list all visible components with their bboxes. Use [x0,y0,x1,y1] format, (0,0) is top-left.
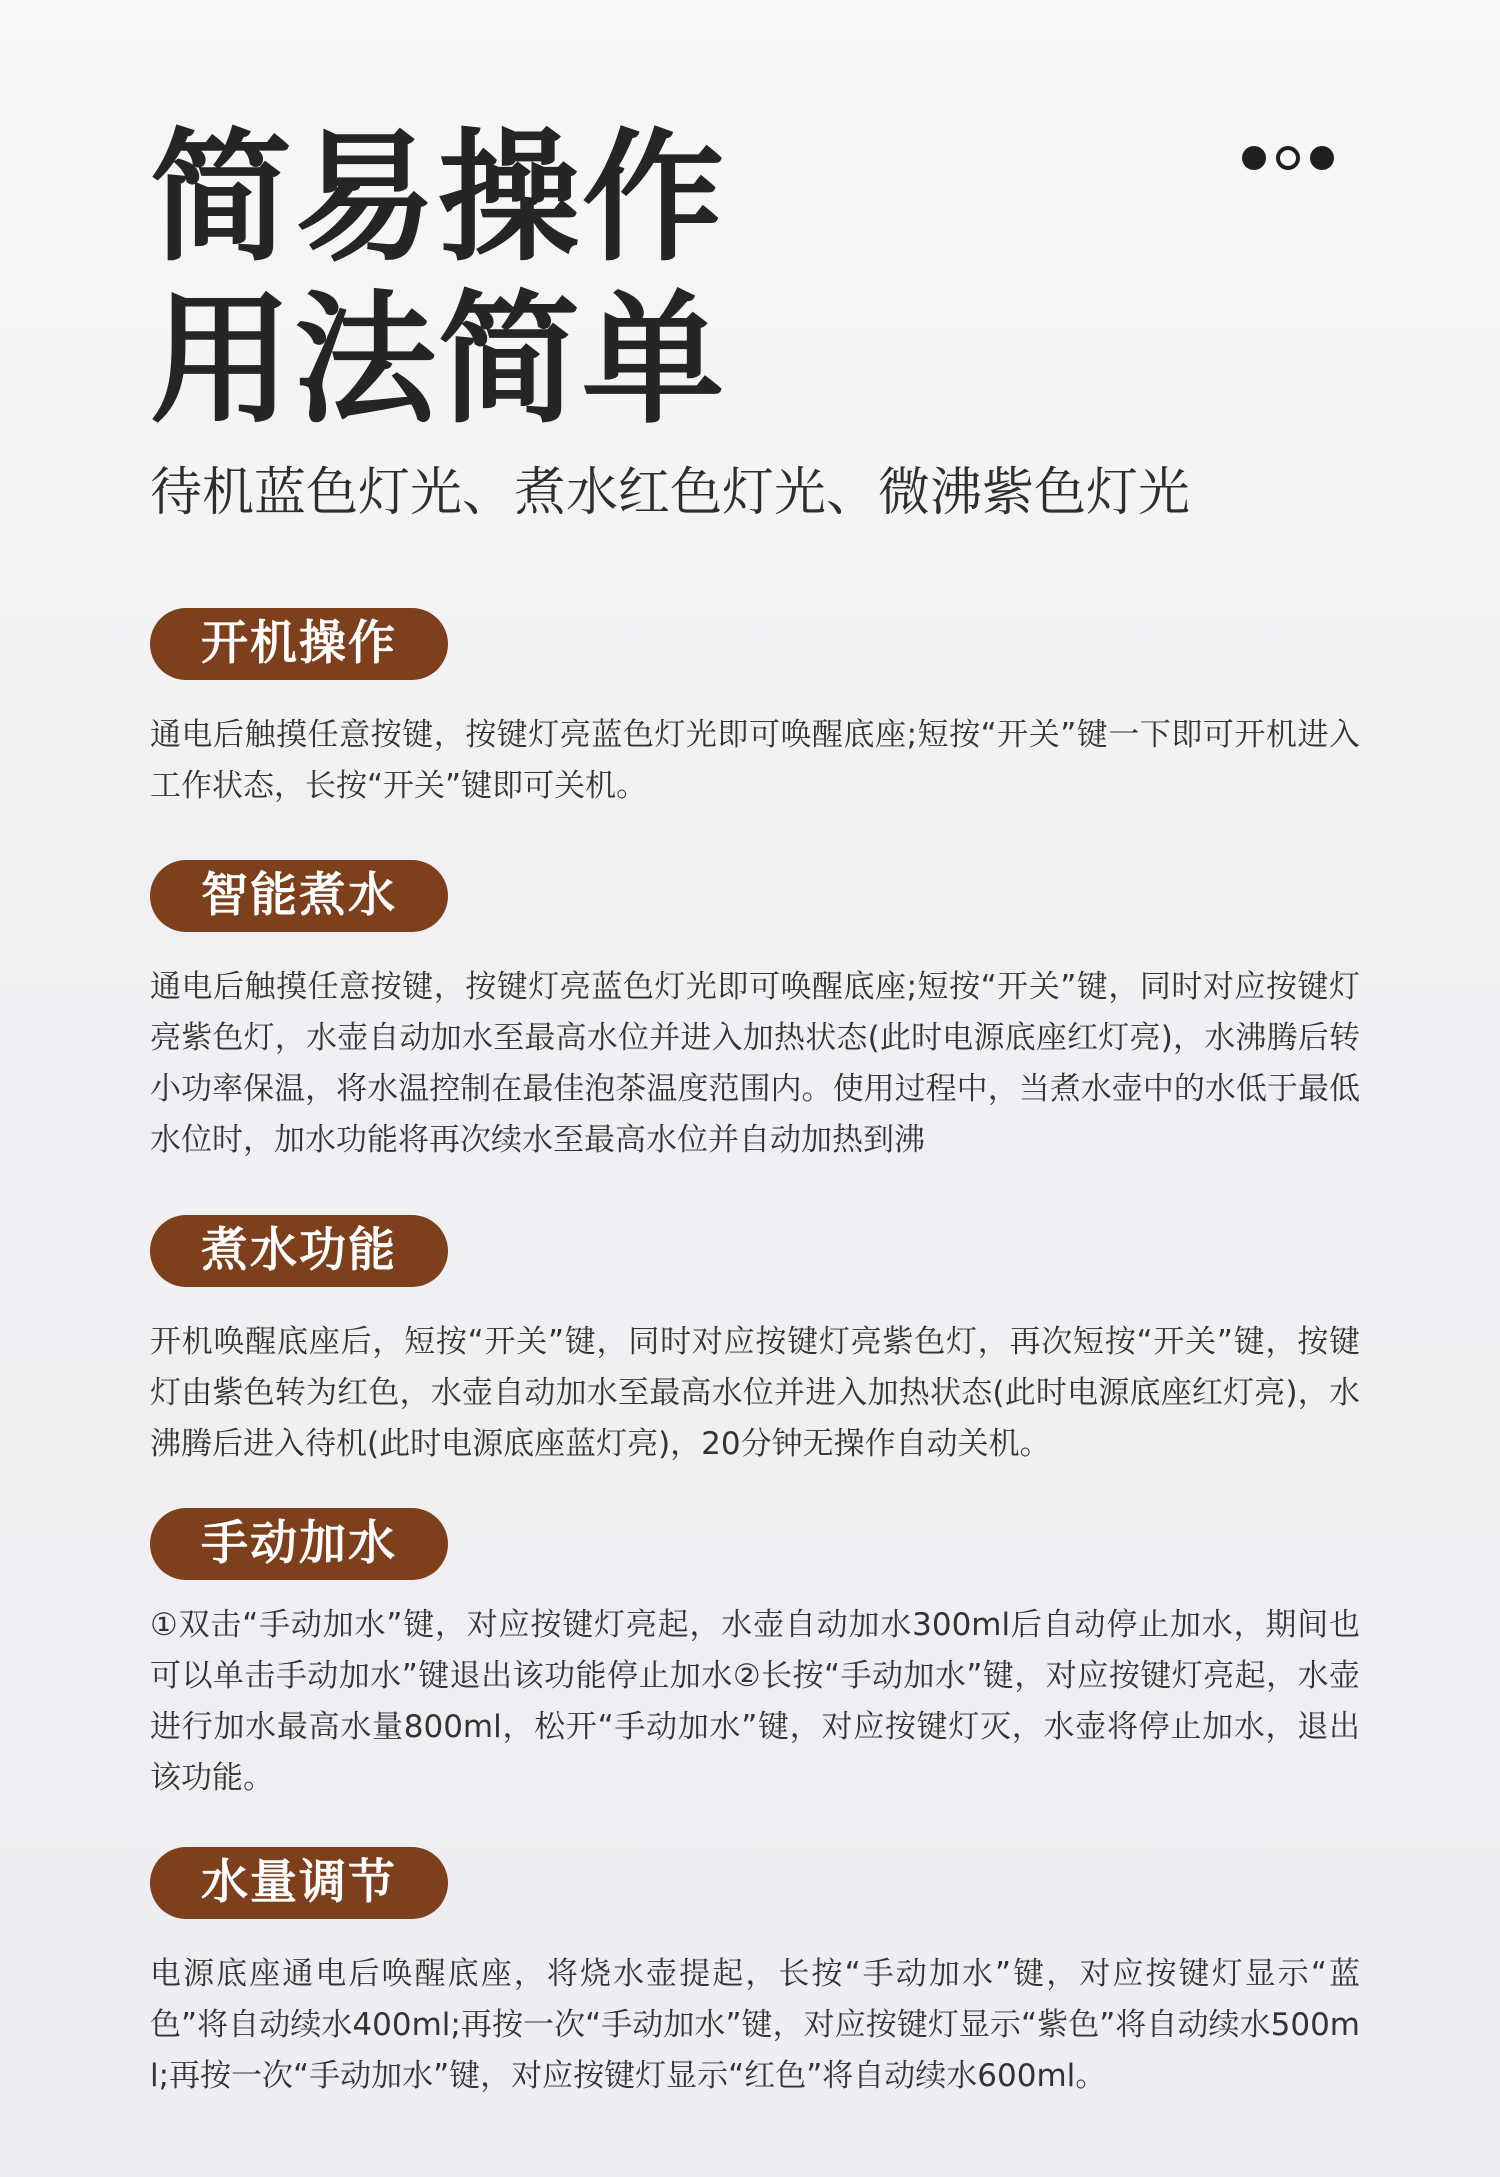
page-indicator-dot-current [1276,146,1300,170]
section-body: 电源底座通电后唤醒底座，将烧水壶提起，长按“手动加水”键，对应按键灯显示“蓝色”将自动续水400ml;再按一次“手动加水”键，对应按键灯显示“紫色”将自动续水500ml;再按一次“手动加水”键，对应按键灯显示“红色”将自动续水600ml。 [150,1956,1360,2094]
section-title-badge: 智能煮水 [150,860,448,932]
page-indicator-dot [1310,146,1334,170]
section-boil-function [150,1215,1360,1470]
section-title-badge: 煮水功能 [150,1215,448,1287]
section-body: 开机唤醒底座后，短按“开关”键，同时对应按键灯亮紫色灯，再次短按“开关”键，按键灯由紫色转为红色，水壶自动加水至最高水位并进入加热状态(此时电源底座红灯亮)，水沸腾后进入待机(此时电源底座蓝灯亮)，20分钟无操作自动关机。 [150,1324,1360,1462]
subtitle: 待机蓝色灯光、煮水红色灯光、微沸紫色灯光 [150,463,1191,523]
section-smart-boil [150,860,1360,1166]
section-body: 通电后触摸任意按键，按键灯亮蓝色灯光即可唤醒底座;短按“开关”键一下即可开机进入工作状态，长按“开关”键即可关机。 [150,717,1360,804]
section-power-on [150,608,1360,812]
page-indicator [1242,146,1334,170]
page-indicator-dot [1242,146,1266,170]
section-manual-fill [150,1508,1360,1804]
section-title-badge: 开机操作 [150,608,448,680]
section-title-badge: 手动加水 [150,1508,448,1580]
headline [150,118,726,442]
headline-line-1: 简易操作 [150,116,726,281]
section-body: ①双击“手动加水”键，对应按键灯亮起，水壶自动加水300ml后自动停止加水，期间也可以单击手动加水”键退出该功能停止加水②长按“手动加水”键，对应按键灯亮起，水壶进行加水最高水量800ml，松开“手动加水”键，对应按键灯灭，水壶将停止加水，退出该功能。 [150,1607,1360,1796]
section-volume-adjust [150,1847,1360,2102]
headline-line-2: 用法简单 [150,278,726,443]
section-title-badge: 水量调节 [150,1847,448,1919]
section-body: 通电后触摸任意按键，按键灯亮蓝色灯光即可唤醒底座;短按“开关”键，同时对应按键灯亮紫色灯，水壶自动加水至最高水位并进入加热状态(此时电源底座红灯亮)，水沸腾后转小功率保温，将水温控制在最佳泡茶温度范围内。使用过程中，当煮水壶中的水低于最低水位时，加水功能将再次续水至最高水位并自动加热到沸 [150,969,1360,1158]
